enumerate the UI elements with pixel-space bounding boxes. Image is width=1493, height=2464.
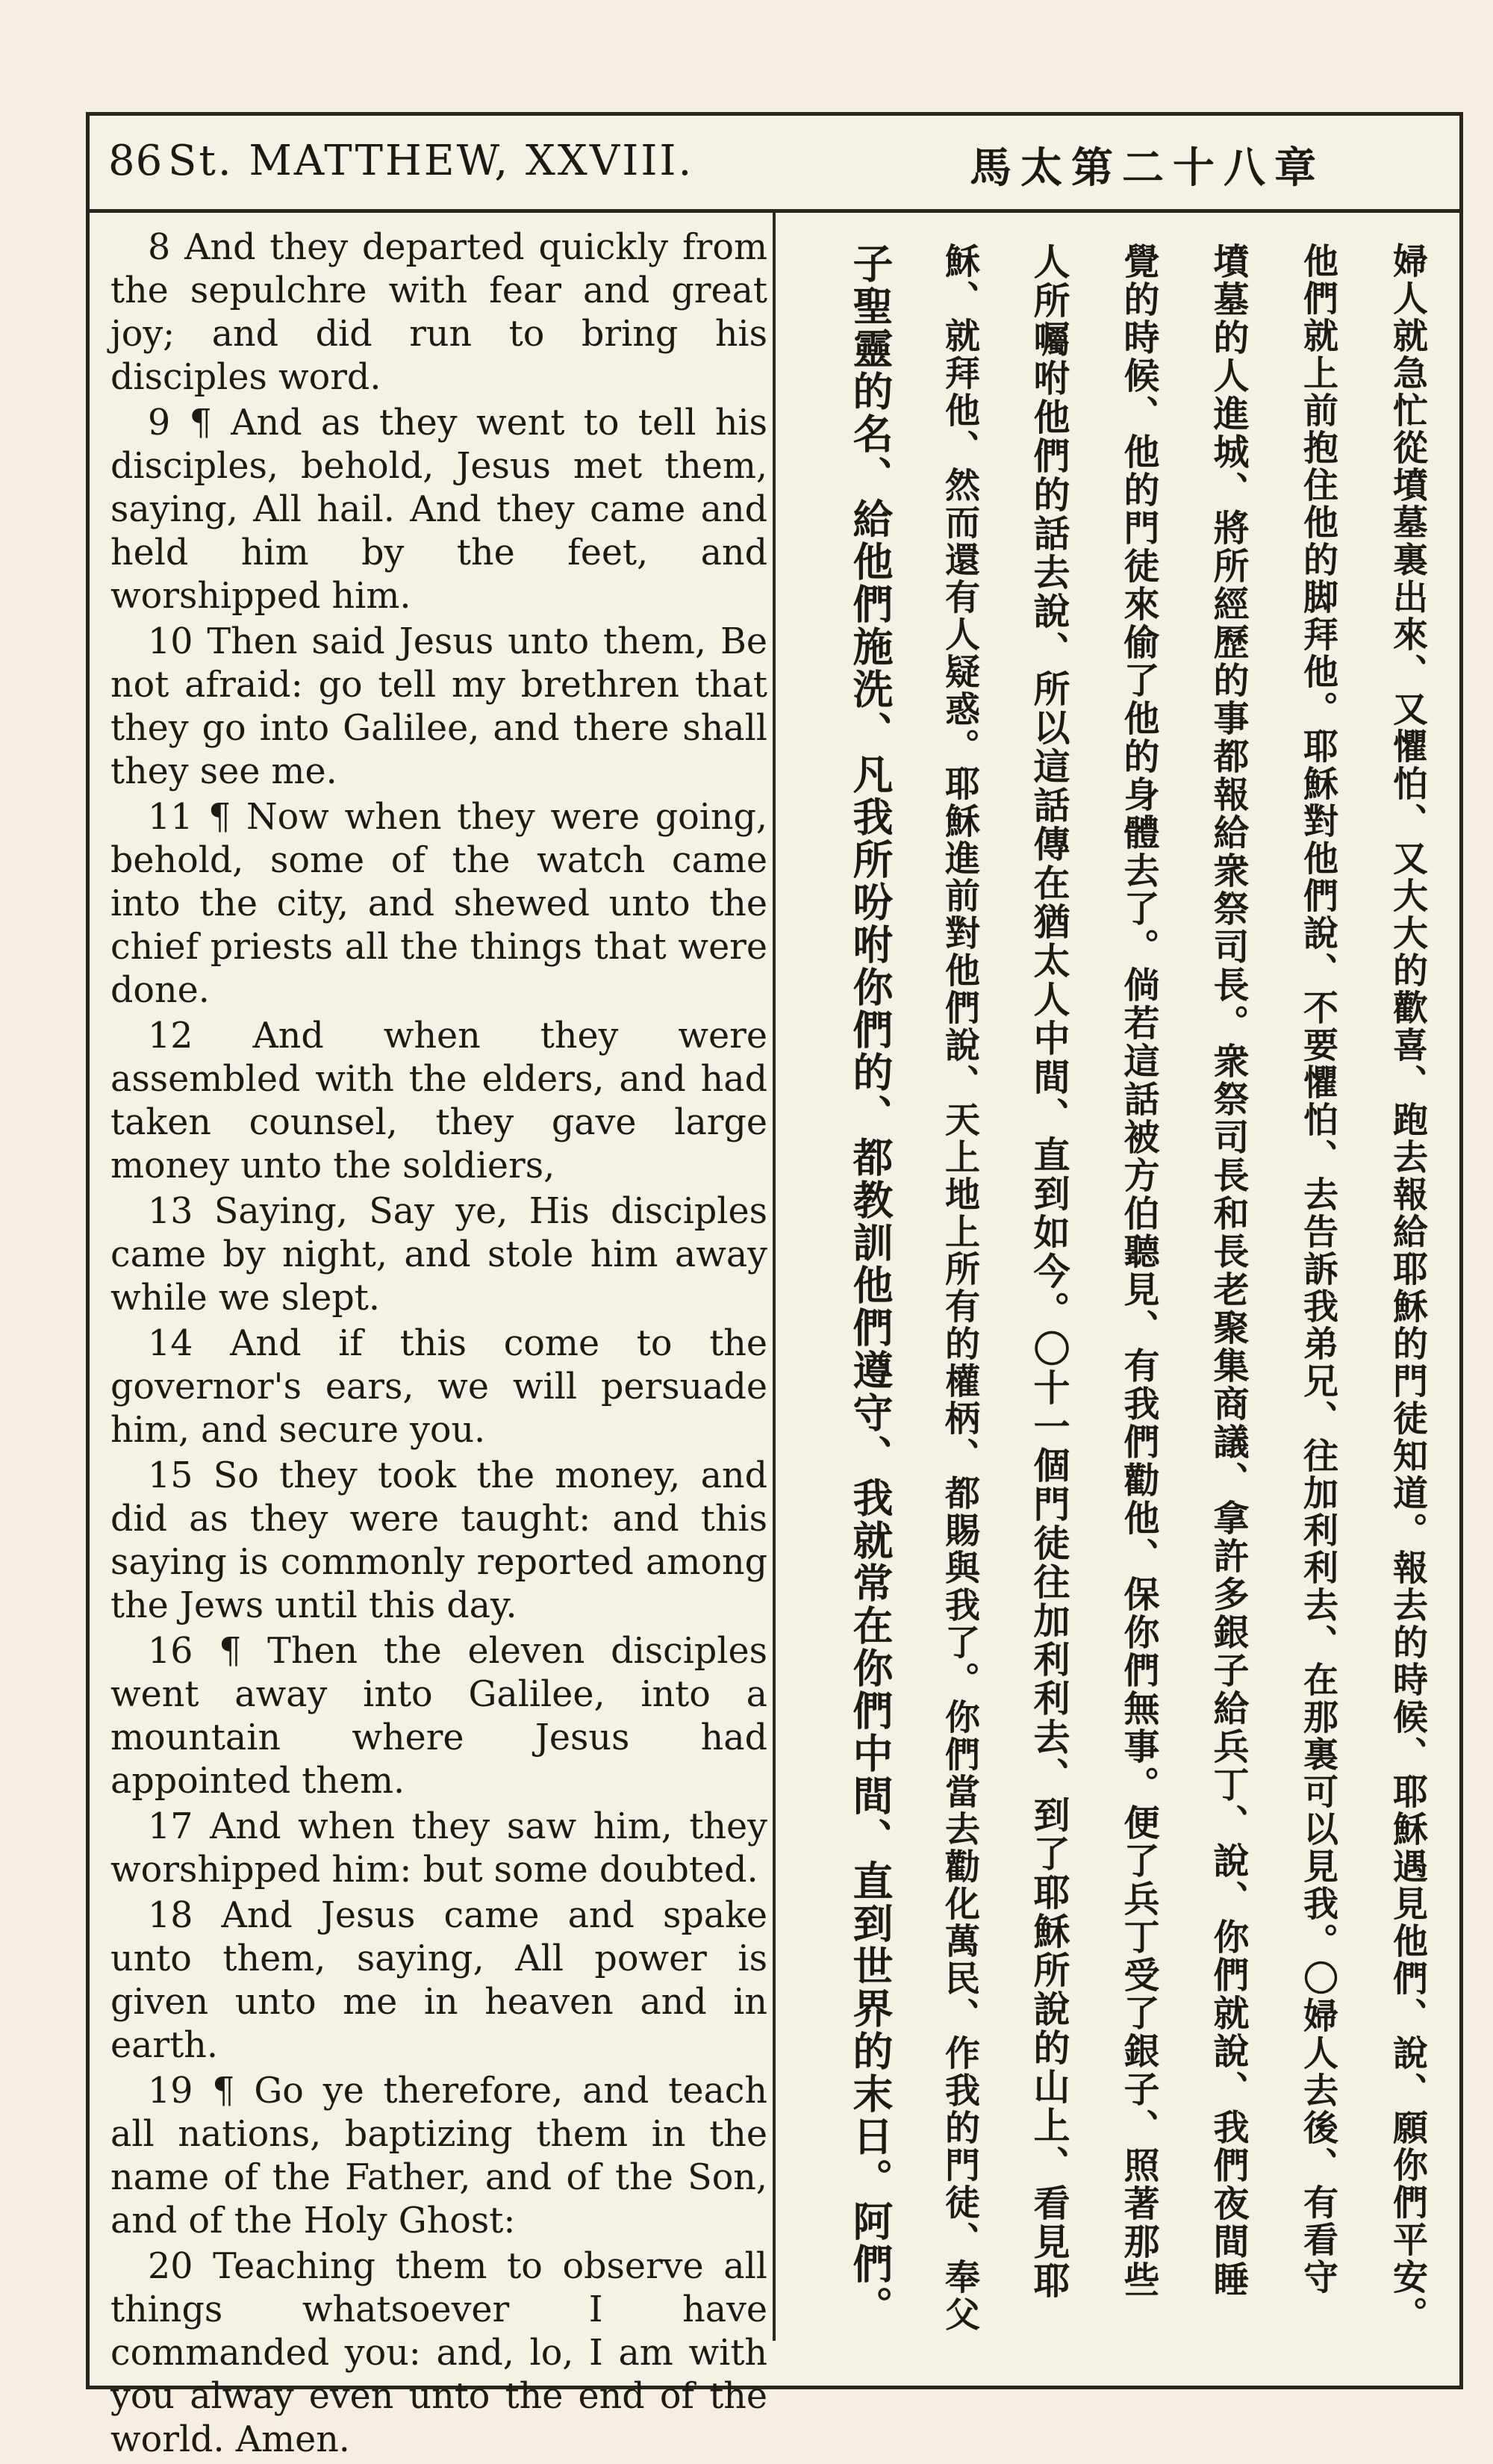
verse: 12 And when they were assembled with the elders, and had taken counsel, they gave large money unto the soldiers,: [110, 1015, 767, 1186]
verse: 19 ¶ Go ye therefore, and teach all nations, baptizing them in the name of the Father, and of the Son, and of the Holy Ghost:: [110, 2071, 767, 2241]
chinese-line: 覺的時候、他的門徒來偷了他的身體去了。倘若這話被方伯聽見、有我們勸他、保你們無事。便了兵丁受了銀子、照著那些: [1118, 243, 1159, 2299]
verse: 10 Then said Jesus unto them, Be not afraid: go tell my brethren that they go into Galilee, and there shall they see me.: [110, 621, 767, 792]
english-column: [110, 226, 767, 2464]
verse: 9 ¶ And as they went to tell his disciples, behold, Jesus met them, saying, All hail. And they came and held him by the feet, and worshipped him.: [110, 402, 767, 617]
verse: 13 Saying, Say ye, His disciples came by night, and stole him away while we slept.: [110, 1191, 767, 1319]
chinese-column: [791, 243, 1448, 2341]
chinese-line: 墳墓的人進城、將所經歷的事都報給衆祭司長。衆祭司長和長老聚集商議、拿許多銀子給兵丁、說、你們就說、我們夜間睡: [1207, 243, 1249, 2299]
page-number: 86: [108, 137, 163, 185]
chinese-line: 婦人就急忙從墳墓裏出來、又懼怕、又大大的歡喜、跑去報給耶穌的門徒知道。報去的時候、耶穌遇見他們、說、願你們平安。: [1387, 243, 1428, 2333]
verse: 18 And Jesus came and spake unto them, saying, All power is given unto me in heaven and in earth.: [110, 1895, 767, 2066]
running-head: St. MATTHEW, XXVIII.: [168, 137, 694, 185]
chinese-line: 他們就上前抱住他的脚拜他。耶穌對他們說、不要懼怕、去告訴我弟兄、往加利利去、在那裏可以見我。〇婦人去後、有看守: [1297, 243, 1338, 2296]
chinese-line: 子聖靈的名、給他們施洗、凡我所吩咐你們的、都教訓他們遵守、我就常在你們中間、直到世界的末日。阿們。: [847, 243, 894, 2328]
verse: 15 So they took the money, and did as they were taught: and this saying is commonly reported among the Jews until this day.: [110, 1455, 767, 1626]
chinese-line: 人所囑咐他們的話去說、所以這話傳在猶太人中間、直到如今。〇十一個門徒往加利利去、到了耶穌所說的山上、看見耶: [1028, 243, 1070, 2300]
chinese-chapter-heading: 馬太第二十八章: [970, 144, 1325, 193]
chinese-line: 穌、就拜他、然而還有人疑惑。耶穌進前對他們說、天上地上所有的權柄、都賜與我了。你們當去勸化萬民、作我的門徒、奉父: [939, 243, 980, 2333]
verse: 11 ¶ Now when they were going, behold, some of the watch came into the city, and shewed unto the chief priests all the things that were done.: [110, 797, 767, 1011]
verse: 14 And if this come to the governor's ears, we will persuade him, and secure you.: [110, 1323, 767, 1451]
column-divider: [773, 209, 776, 2341]
verse: 17 And when they saw him, they worshipped him: but some doubted.: [110, 1806, 767, 1891]
verse: 16 ¶ Then the eleven disciples went away into Galilee, into a mountain where Jesus had appointed them.: [110, 1631, 767, 1802]
page-header: [90, 116, 1459, 213]
verse: 8 And they departed quickly from the sepulchre with fear and great joy; and did run to bring his disciples word.: [110, 227, 767, 398]
bible-page: [86, 112, 1463, 2460]
verse: 20 Teaching them to observe all things whatsoever I have commanded you: and, lo, I am with you alway even unto the end of the world. Amen.: [110, 2246, 767, 2460]
